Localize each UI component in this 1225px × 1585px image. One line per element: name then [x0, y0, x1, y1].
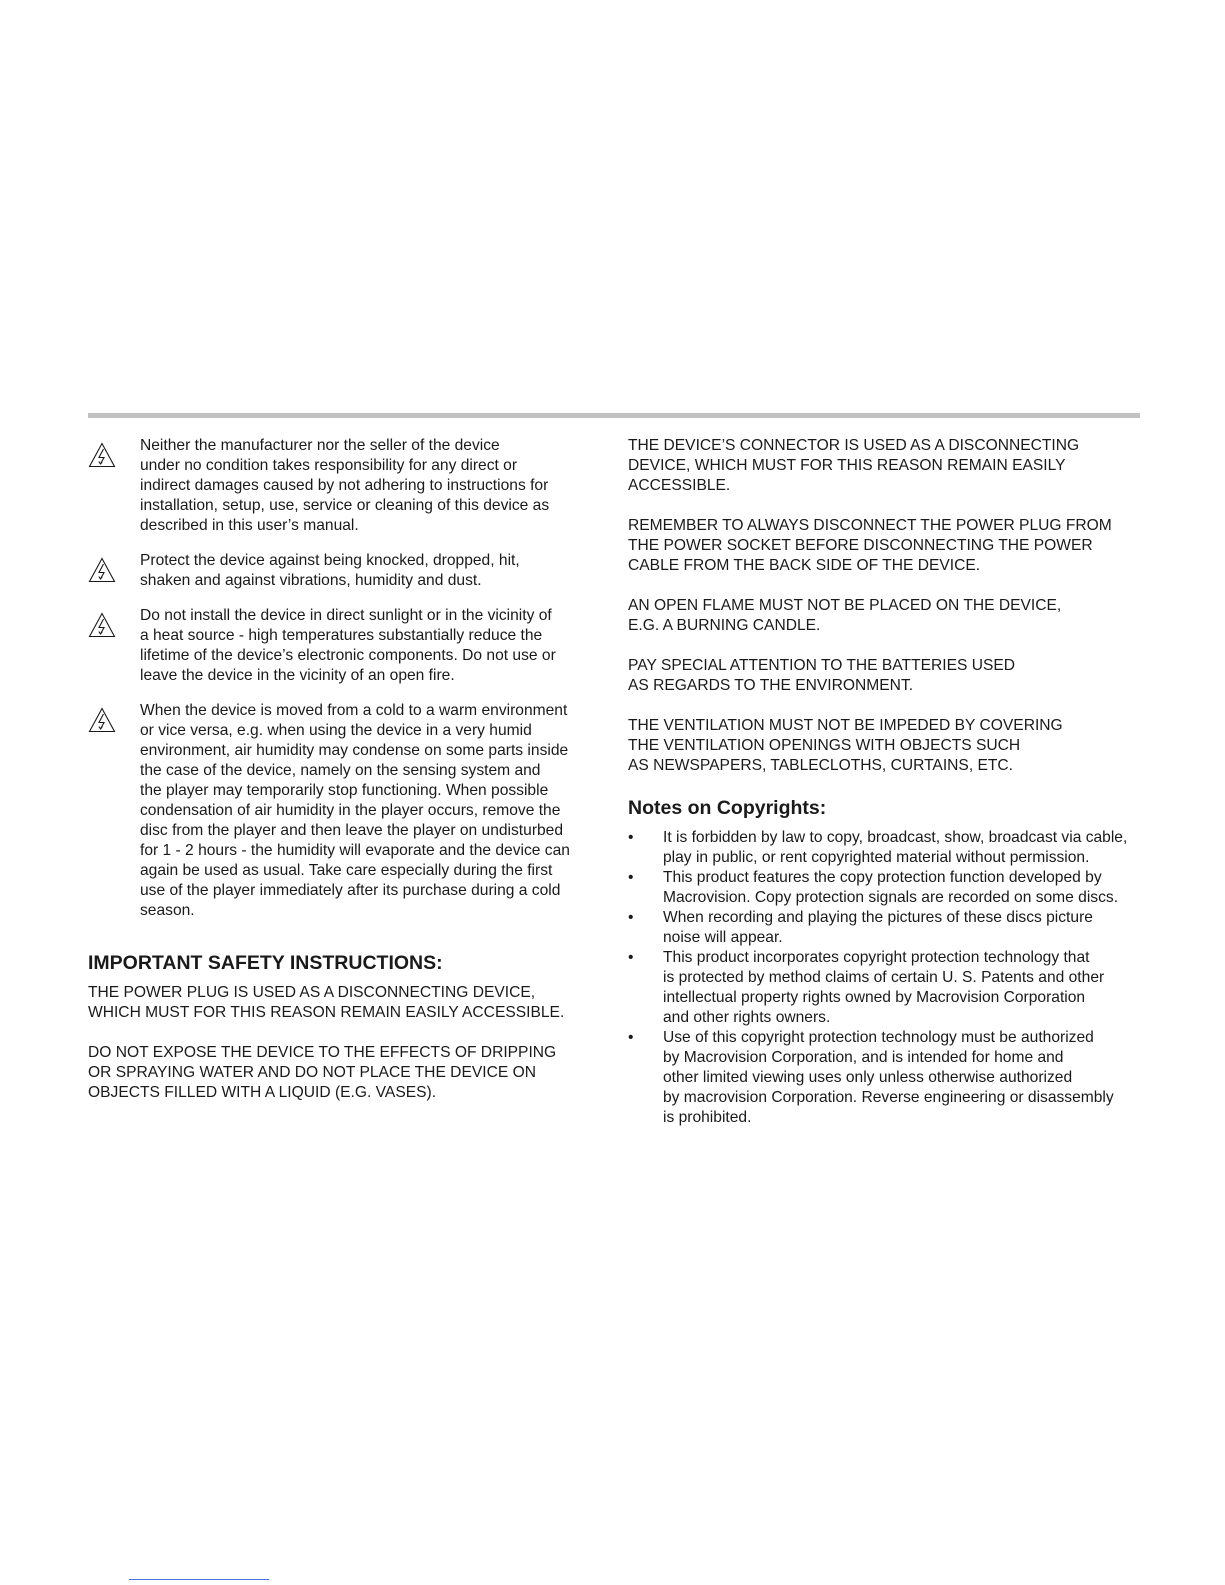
safety-paragraph: PAY SPECIAL ATTENTION TO THE BATTERIES USED AS REGARDS TO THE ENVIRONMENT.: [628, 657, 1016, 694]
high-voltage-warning-icon: [88, 701, 140, 733]
bullet-text: This product features the copy protection function developed by Macrovision. Copy protection signals are recorded on some discs.: [663, 869, 1119, 906]
warning-item: [88, 436, 600, 536]
bullet-icon: •: [628, 1029, 634, 1046]
section-divider: [88, 413, 1140, 418]
high-voltage-warning-icon: [88, 606, 140, 638]
right-column: [628, 436, 1140, 1128]
bullet-text: When recording and playing the pictures of these discs picture noise will appear.: [663, 909, 1093, 946]
high-voltage-warning-icon: [88, 436, 140, 468]
warning-list: [88, 436, 600, 921]
copyright-bullet-list: [628, 828, 1140, 1128]
safety-paragraph: THE DEVICE’S CONNECTOR IS USED AS A DISCONNECTING DEVICE, WHICH MUST FOR THIS REASON REMAIN EASILY ACCESSIBLE.: [628, 437, 1080, 494]
warning-text: Neither the manufacturer nor the seller of the device under no condition takes responsibility for any direct or indirect damages caused by not adhering to instructions for installation, setup, use, service or cleaning of this device as described in this user’s manual.: [140, 437, 550, 534]
warning-text: Protect the device against being knocked, dropped, hit, shaken and against vibrations, humidity and dust.: [140, 552, 520, 589]
safety-paragraph: THE VENTILATION MUST NOT BE IMPEDED BY COVERING THE VENTILATION OPENINGS WITH OBJECTS SUCH AS NEWSPAPERS, TABLECLOTHS, CURTAINS, ETC.: [628, 717, 1063, 774]
bullet-text: This product incorporates copyright protection technology that is protected by method claims of certain U. S. Patents and other intellectual property rights owned by Macrovision Corporation and other rights owners.: [663, 949, 1105, 1026]
copyright-notes-heading: Notes on Copyrights:: [628, 797, 827, 819]
bullet-icon: •: [628, 949, 634, 966]
list-item: [628, 828, 1140, 868]
list-item: [628, 948, 1140, 1028]
left-column: [88, 436, 600, 1123]
safety-paragraph: THE POWER PLUG IS USED AS A DISCONNECTING DEVICE, WHICH MUST FOR THIS REASON REMAIN EASILY ACCESSIBLE.: [88, 984, 565, 1021]
safety-paragraph: REMEMBER TO ALWAYS DISCONNECT THE POWER PLUG FROM THE POWER SOCKET BEFORE DISCONNECTING THE POWER CABLE FROM THE BACK SIDE OF THE DEVICE.: [628, 517, 1112, 574]
list-item: [628, 1028, 1140, 1128]
list-item: [628, 908, 1140, 948]
footer-underline: [129, 1579, 269, 1580]
safety-paragraph: AN OPEN FLAME MUST NOT BE PLACED ON THE DEVICE, E.G. A BURNING CANDLE.: [628, 597, 1062, 634]
bullet-text: It is forbidden by law to copy, broadcast, show, broadcast via cable, play in public, or rent copyrighted material without permission.: [663, 829, 1128, 866]
warning-item: [88, 551, 600, 591]
safety-instructions-heading: IMPORTANT SAFETY INSTRUCTIONS:: [88, 952, 443, 974]
warning-text: When the device is moved from a cold to a warm environment or vice versa, e.g. when using the device in a very humid environment, air humidity may condense on some parts inside the case of the device, namely on the sensing system and the player may temporarily stop functioning. When possible condensation of air humidity in the player occurs, remove the disc from the player and then leave the player on undisturbed for 1 - 2 hours - the humidity will evaporate and the device can again be used as usual. Take care especially during the first use of the player immediately after its purchase during a cold season.: [140, 702, 570, 919]
bullet-icon: •: [628, 909, 634, 926]
warning-text: Do not install the device in direct sunlight or in the vicinity of a heat source - high temperatures substantially reduce the lifetime of the device’s electronic components. Do not use or leave the device in the vicinity of an open fire.: [140, 607, 556, 684]
warning-item: [88, 606, 600, 686]
high-voltage-warning-icon: [88, 551, 140, 583]
bullet-icon: •: [628, 829, 634, 846]
list-item: [628, 868, 1140, 908]
bullet-text: Use of this copyright protection technology must be authorized by Macrovision Corporation, and is intended for home and other limited viewing uses only unless otherwise authorized by macrovision Corporation. Reverse engineering or disassembly is prohibited.: [663, 1029, 1114, 1126]
warning-item: [88, 701, 600, 921]
safety-paragraph: DO NOT EXPOSE THE DEVICE TO THE EFFECTS OF DRIPPING OR SPRAYING WATER AND DO NOT PLACE THE DEVICE ON OBJECTS FILLED WITH A LIQUID (E.G. VASES).: [88, 1044, 557, 1101]
bullet-icon: •: [628, 869, 634, 886]
